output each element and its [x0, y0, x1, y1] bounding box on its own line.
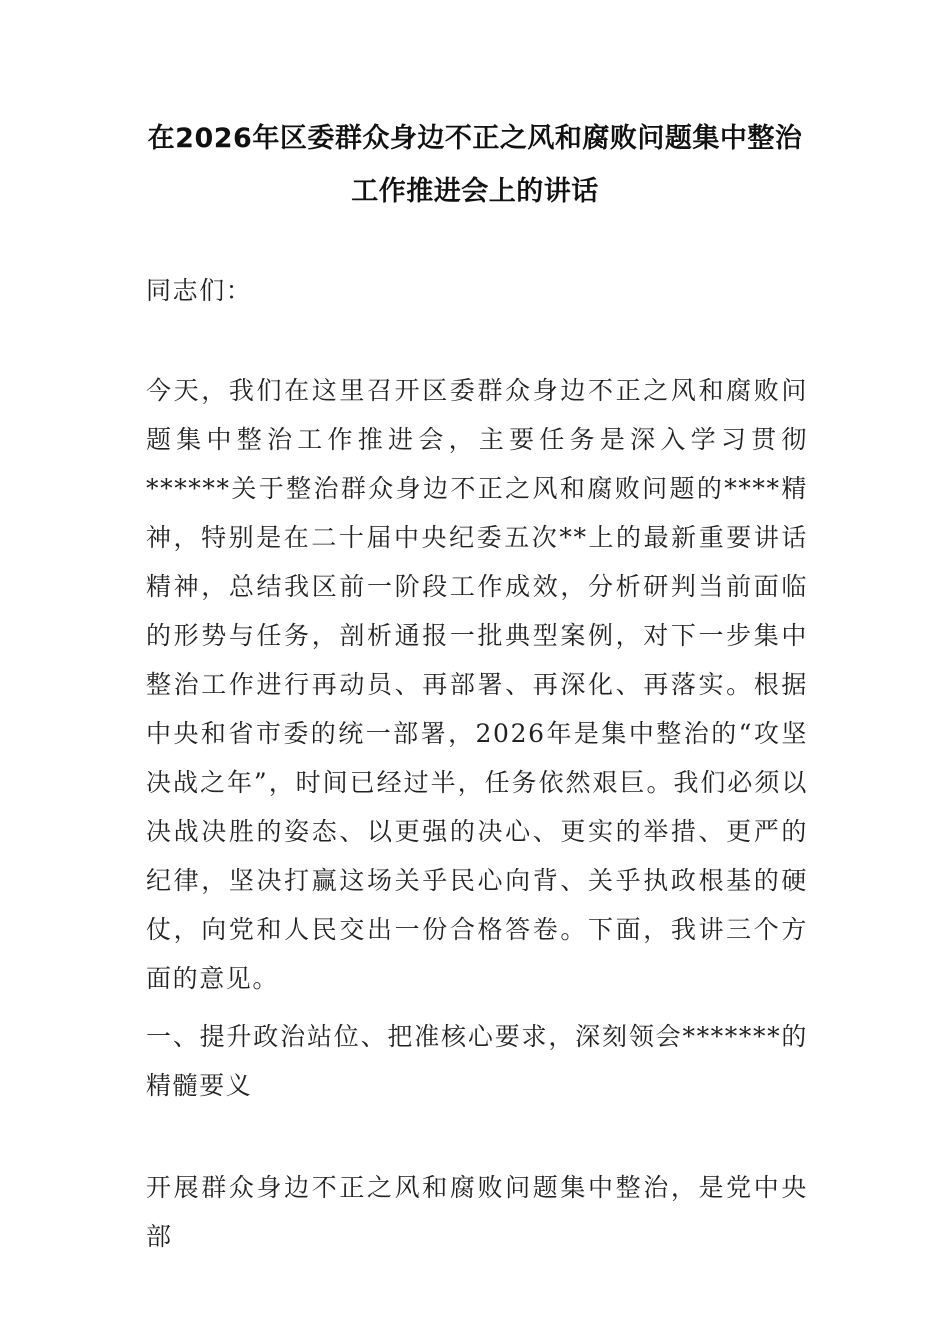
- body-paragraph-partial: 开展群众身边不正之风和腐败问题集中整治，是党中央部: [146, 1173, 808, 1251]
- greeting: 同志们：: [146, 276, 253, 305]
- document-title: 在2026年区委群众身边不正之风和腐败问题集中整治工作推进会上的讲话: [147, 123, 803, 207]
- body-paragraph: 今天，我们在这里召开区委群众身边不正之风和腐败问题集中整治工作推进会，主要任务是深入学习贯彻******关于整治群众身边不正之风和腐败问题的****精神，特别是在二十届中央纪委五次**上的最新重要讲话精神，总结我区前一阶段工作成效，分析研判当前面临的形势与任务，剖析通报一批典型案例，对下一步集中整治工作进行再动员、再部署、再深化、再落实。根据中央和省市委的统一部署，2026年是集中整治的“攻坚决战之年”，时间已经过半，任务依然艰巨。我们必须以决战决胜的姿态、以更强的决心、更实的举措、更严的纪律，坚决打赢这场关乎民心向背、关乎执政根基的硬仗，向党和人民交出一份合格答卷。下面，我讲三个方面的意见。: [146, 376, 808, 993]
- section-heading: 一、提升政治站位、把准核心要求，深刻领会*******的精髓要义: [146, 1022, 808, 1100]
